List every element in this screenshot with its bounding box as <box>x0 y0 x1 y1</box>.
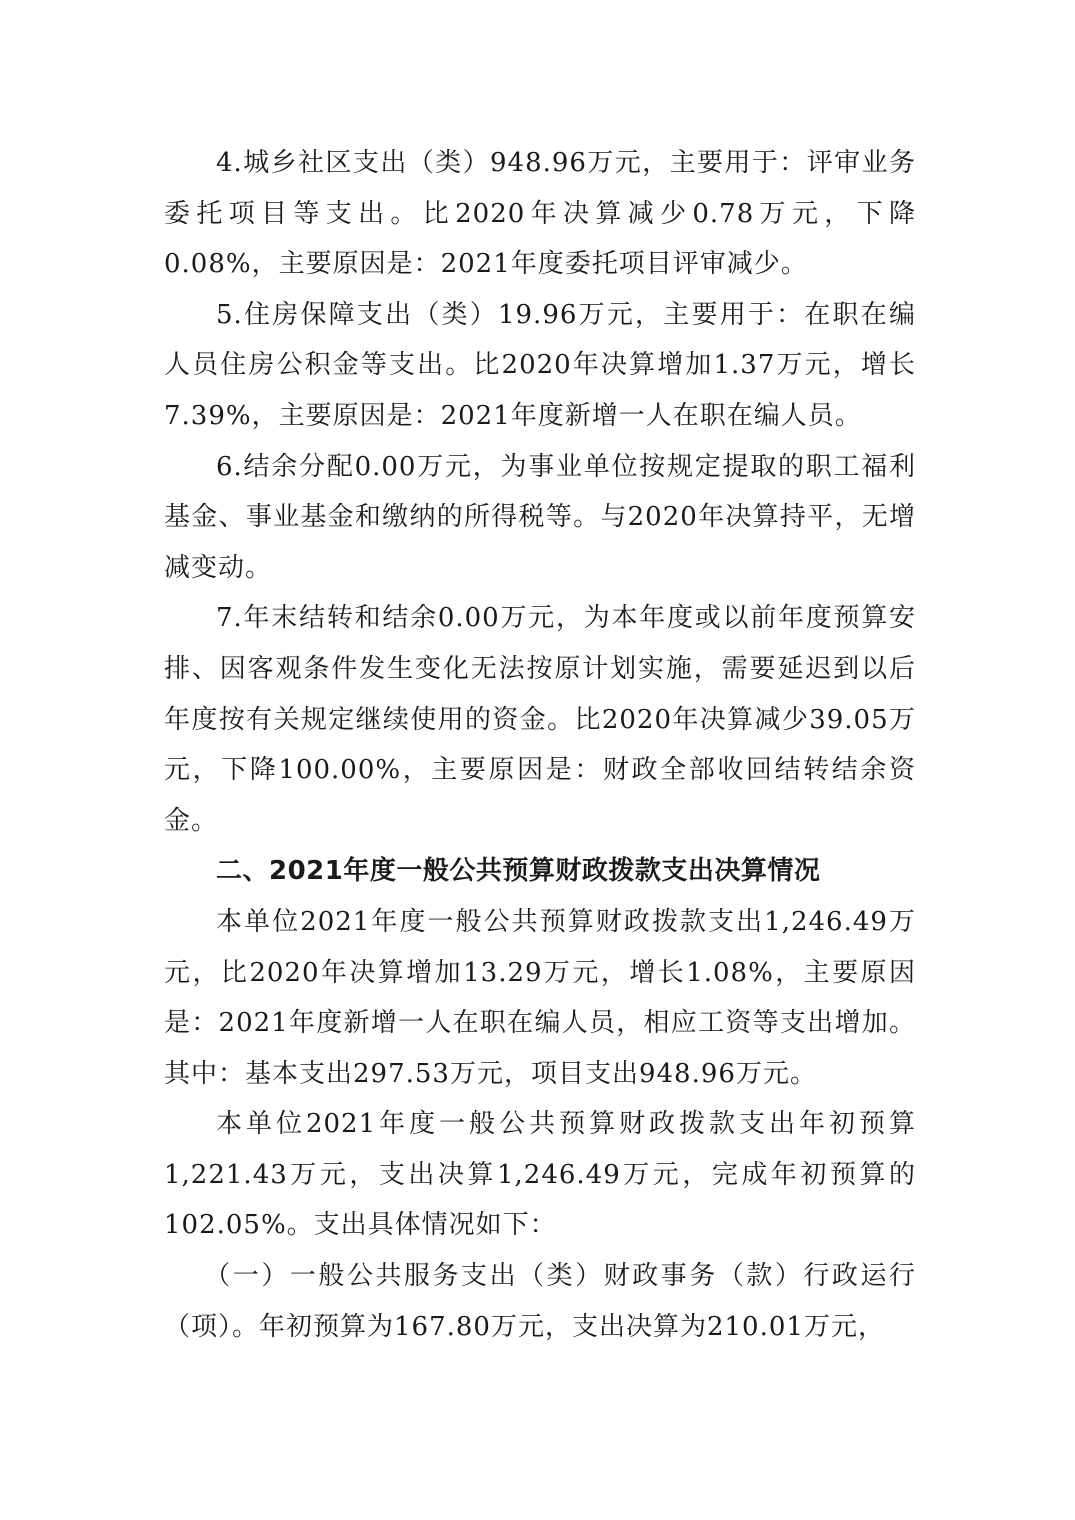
paragraph-housing-security-expenditure: 5.住房保障支出（类）19.96万元，主要用于：在职在编人员住房公积金等支出。比2020年决算增加1.37万元，增长7.39%，主要原因是：2021年度新增一人在职在编人员。 <box>164 299 916 431</box>
paragraph-year-end-carryover: 7.年末结转和结余0.00万元，为本年度或以前年度预算安排、因客观条件发生变化无法按原计划实施，需要延迟到以后年度按有关规定继续使用的资金。比2020年决算减少39.05万元，下降100.00%，主要原因是：财政全部收回结转结余资金。 <box>164 603 916 836</box>
paragraph-surplus-distribution: 6.结余分配0.00万元，为事业单位按规定提取的职工福利基金、事业基金和缴纳的所得税等。与2020年决算持平，无增减变动。 <box>164 451 916 583</box>
paragraph-budget-completion: 本单位2021年度一般公共预算财政拨款支出年初预算1,221.43万元，支出决算1,246.49万元，完成年初预算的102.05%。支出具体情况如下： <box>164 1109 916 1241</box>
paragraph-urban-rural-community-expenditure: 4.城乡社区支出（类）948.96万元，主要用于：评审业务委托项目等支出。比2020年决算减少0.78万元，下降0.08%，主要原因是：2021年度委托项目评审减少。 <box>164 148 916 280</box>
paragraph-general-budget-total: 本单位2021年度一般公共预算财政拨款支出1,246.49万元，比2020年决算增加13.29万元，增长1.08%，主要原因是：2021年度新增一人在职在编人员，相应工资等支出增加。其中：基本支出297.53万元，项目支出948.96万元。 <box>164 906 916 1089</box>
section-heading-general-budget-expenditure: 二、2021年度一般公共预算财政拨款支出决算情况 <box>216 856 821 887</box>
document-body <box>164 138 916 1352</box>
paragraph-general-public-services: （一）一般公共服务支出（类）财政事务（款）行政运行（项）。年初预算为167.80万元，支出决算为210.01万元， <box>164 1261 916 1342</box>
